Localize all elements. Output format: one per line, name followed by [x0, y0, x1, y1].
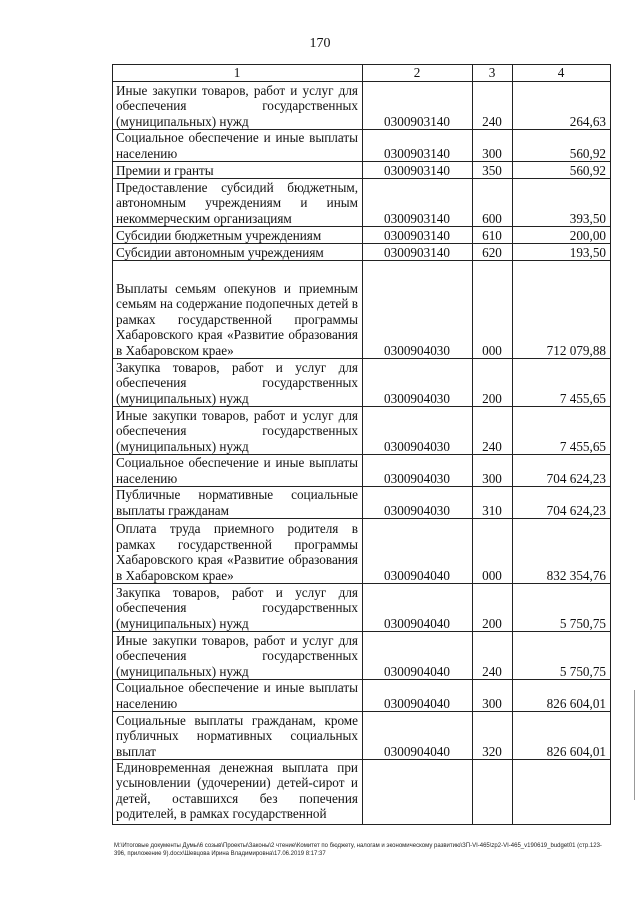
table-row — [113, 130, 611, 162]
row-code: 0300904040 — [363, 712, 473, 760]
row-name: Социальное обеспечение и иные выплаты населению — [113, 130, 363, 162]
table-row — [113, 261, 611, 359]
row-kind: 000 — [473, 261, 513, 359]
row-code: 0300904030 — [363, 487, 473, 519]
table-row — [113, 455, 611, 487]
row-kind: 300 — [473, 130, 513, 162]
table-row — [113, 760, 611, 825]
table-row — [113, 584, 611, 632]
table-row — [113, 162, 611, 179]
table-row — [113, 359, 611, 407]
row-kind: 240 — [473, 82, 513, 130]
row-code: 0300903140 — [363, 130, 473, 162]
row-sum: 560,92 — [513, 130, 611, 162]
row-code: 0300904030 — [363, 261, 473, 359]
row-sum: 712 079,88 — [513, 261, 611, 359]
row-kind: 620 — [473, 244, 513, 261]
row-code: 0300903140 — [363, 82, 473, 130]
row-sum: 560,92 — [513, 162, 611, 179]
row-name: Оплата труда приемного родителя в рамках государственной программы Хабаровского края «Развитие образования в Хабаровском крае» — [113, 519, 363, 584]
row-kind: 200 — [473, 359, 513, 407]
table-row — [113, 712, 611, 760]
row-name: Предоставление субсидий бюджетным, автономным учреждениям и иным некоммерческим организациям — [113, 179, 363, 227]
header-cell-code: 2 — [363, 65, 473, 82]
row-name: Публичные нормативные социальные выплаты гражданам — [113, 487, 363, 519]
row-sum: 832 354,76 — [513, 519, 611, 584]
row-sum: 826 604,01 — [513, 712, 611, 760]
page-number: 170 — [309, 36, 331, 51]
row-name: Иные закупки товаров, работ и услуг для обеспечения государственных (муниципальных) нужд — [113, 407, 363, 455]
file-path-footer: М:\Итоговые документы Думы\6 созыв\Проекты\Законы\2 чтение\Комитет по бюджету, налогам и экономическому развитию\ЗП-VI-465\zp2-VI-465_v190619_budget01 (стр.123-396, приложение 9).docx\Шевцова Ирина Владимировна\17.06.2019 8:17:37 — [114, 843, 602, 857]
row-name: Иные закупки товаров, работ и услуг для обеспечения государственных (муниципальных) нужд — [113, 632, 363, 680]
row-kind — [473, 760, 513, 825]
row-name: Субсидии автономным учреждениям — [113, 244, 363, 261]
budget-table — [112, 64, 611, 825]
table-row — [113, 680, 611, 712]
row-name: Субсидии бюджетным учреждениям — [113, 227, 363, 244]
row-sum — [513, 760, 611, 825]
row-kind: 000 — [473, 519, 513, 584]
table-header-row — [113, 65, 611, 82]
row-name: Выплаты семьям опекунов и приемным семьям на содержание подопечных детей в рамках государственной программы Хабаровского края «Развитие образования в Хабаровском крае» — [113, 261, 363, 359]
row-name: Социальное обеспечение и иные выплаты населению — [113, 455, 363, 487]
table-row — [113, 407, 611, 455]
row-kind: 350 — [473, 162, 513, 179]
row-sum: 7 455,65 — [513, 407, 611, 455]
row-sum: 5 750,75 — [513, 632, 611, 680]
table-row — [113, 244, 611, 261]
row-code: 0300903140 — [363, 227, 473, 244]
row-code: 0300903140 — [363, 179, 473, 227]
row-code: 0300904040 — [363, 519, 473, 584]
row-name: Премии и гранты — [113, 162, 363, 179]
row-code — [363, 760, 473, 825]
row-code: 0300904040 — [363, 584, 473, 632]
header-cell-sum: 4 — [513, 65, 611, 82]
row-sum: 826 604,01 — [513, 680, 611, 712]
row-kind: 310 — [473, 487, 513, 519]
row-sum: 5 750,75 — [513, 584, 611, 632]
row-kind: 300 — [473, 680, 513, 712]
row-code: 0300903140 — [363, 244, 473, 261]
row-sum: 704 624,23 — [513, 487, 611, 519]
row-code: 0300904040 — [363, 632, 473, 680]
header-cell-name: 1 — [113, 65, 363, 82]
row-code: 0300904030 — [363, 455, 473, 487]
margin-line — [634, 690, 635, 800]
row-name: Социальное обеспечение и иные выплаты населению — [113, 680, 363, 712]
row-sum: 704 624,23 — [513, 455, 611, 487]
row-name: Социальные выплаты гражданам, кроме публичных нормативных социальных выплат — [113, 712, 363, 760]
row-kind: 610 — [473, 227, 513, 244]
row-kind: 600 — [473, 179, 513, 227]
table-row — [113, 632, 611, 680]
row-kind: 300 — [473, 455, 513, 487]
table-row — [113, 82, 611, 130]
row-sum: 264,63 — [513, 82, 611, 130]
header-cell-kind: 3 — [473, 65, 513, 82]
table-row — [113, 519, 611, 584]
row-code: 0300904030 — [363, 407, 473, 455]
row-code: 0300904030 — [363, 359, 473, 407]
row-sum: 393,50 — [513, 179, 611, 227]
row-kind: 240 — [473, 632, 513, 680]
row-kind: 320 — [473, 712, 513, 760]
table-row — [113, 179, 611, 227]
row-name: Единовременная денежная выплата при усыновлении (удочерении) детей-сирот и детей, оставшихся без попечения родителей, в рамках государственной — [113, 760, 363, 825]
row-sum: 193,50 — [513, 244, 611, 261]
row-sum: 200,00 — [513, 227, 611, 244]
row-name: Закупка товаров, работ и услуг для обеспечения государственных (муниципальных) нужд — [113, 359, 363, 407]
row-code: 0300904040 — [363, 680, 473, 712]
row-name: Иные закупки товаров, работ и услуг для обеспечения государственных (муниципальных) нужд — [113, 82, 363, 130]
row-kind: 240 — [473, 407, 513, 455]
table-row — [113, 487, 611, 519]
row-code: 0300903140 — [363, 162, 473, 179]
row-name: Закупка товаров, работ и услуг для обеспечения государственных (муниципальных) нужд — [113, 584, 363, 632]
row-kind: 200 — [473, 584, 513, 632]
row-sum: 7 455,65 — [513, 359, 611, 407]
table-row — [113, 227, 611, 244]
